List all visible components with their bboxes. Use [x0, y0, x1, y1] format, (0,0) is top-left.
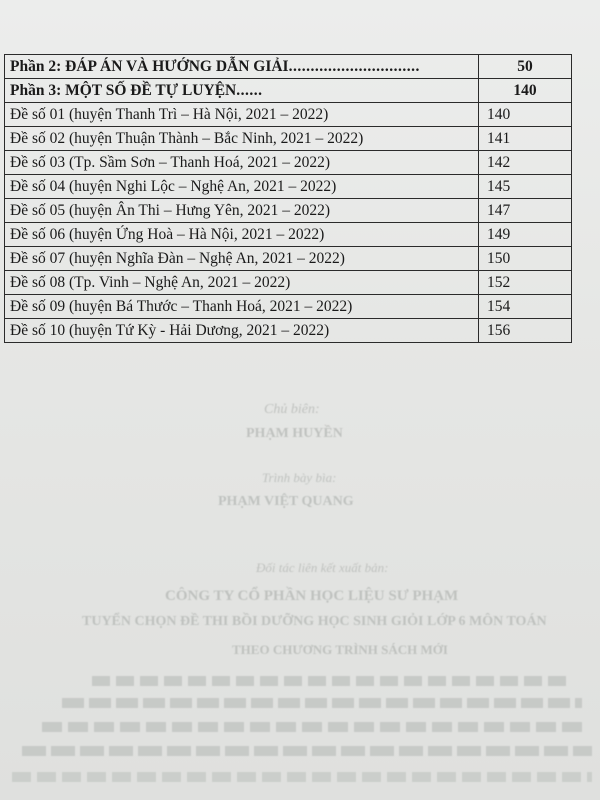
- toc-entry-row: [5, 175, 572, 199]
- ghost-company: CÔNG TY CỔ PHẦN HỌC LIỆU SƯ PHẠM: [165, 588, 459, 604]
- toc-part-title: Phần 2: ĐÁP ÁN VÀ HƯỚNG DẪN GIẢI: [10, 57, 289, 75]
- ghost-book-title: TUYỂN CHỌN ĐỀ THI BỒI DƯỠNG HỌC SINH GIỎI LỚP 6 MÔN TOÁN: [82, 614, 547, 629]
- table-of-contents: [4, 54, 572, 343]
- ghost-responsible-label: Chủ biên:: [264, 402, 320, 417]
- toc-entry-page: 152: [479, 271, 572, 295]
- ghost-colophon-line: [12, 772, 592, 782]
- toc-part-label: [5, 55, 479, 79]
- toc-entry-page: 156: [479, 319, 572, 343]
- ghost-editor-name: PHẠM HUYỀN: [246, 426, 343, 441]
- toc-entry-row: [5, 271, 572, 295]
- toc-entry-row: [5, 295, 572, 319]
- ghost-colophon-line: [42, 722, 587, 732]
- toc-entry-row: [5, 103, 572, 127]
- ghost-colophon-line: [22, 746, 592, 756]
- toc-part-page: 50: [479, 55, 572, 79]
- toc-entry-label: Đề số 10 (huyện Tứ Kỳ - Hải Dương, 2021 – 2022): [5, 319, 479, 343]
- toc-entry-row: [5, 319, 572, 343]
- toc-entry-label: Đề số 02 (huyện Thuận Thành – Bắc Ninh, 2021 – 2022): [5, 127, 479, 151]
- toc-entry-row: [5, 247, 572, 271]
- toc-entry-page: 154: [479, 295, 572, 319]
- toc-part-row: [5, 79, 572, 103]
- toc-entry-page: 140: [479, 103, 572, 127]
- toc-entry-label: Đề số 01 (huyện Thanh Trì – Hà Nội, 2021 – 2022): [5, 103, 479, 127]
- toc-entry-label: Đề số 09 (huyện Bá Thước – Thanh Hoá, 2021 – 2022): [5, 295, 479, 319]
- toc-part-row: [5, 55, 572, 79]
- toc-leader-dots: ..............................: [288, 57, 420, 75]
- toc-entry-label: Đề số 06 (huyện Ứng Hoà – Hà Nội, 2021 – 2022): [5, 223, 479, 247]
- toc-part-label: [5, 79, 479, 103]
- toc-entry-row: [5, 199, 572, 223]
- ghost-colophon-line: [62, 698, 582, 708]
- toc-entry-page: 149: [479, 223, 572, 247]
- toc-part-page: 140: [479, 79, 572, 103]
- ghost-book-subtitle: THEO CHƯƠNG TRÌNH SÁCH MỚI: [232, 642, 448, 657]
- toc-entry-page: 150: [479, 247, 572, 271]
- toc-entry-label: Đề số 04 (huyện Nghi Lộc – Nghệ An, 2021 – 2022): [5, 175, 479, 199]
- toc-entry-page: 147: [479, 199, 572, 223]
- toc-entry-page: 141: [479, 127, 572, 151]
- toc-entry-label: Đề số 05 (huyện Ân Thi – Hưng Yên, 2021 – 2022): [5, 199, 479, 223]
- toc-entry-label: Đề số 07 (huyện Nghĩa Đàn – Nghệ An, 2021 – 2022): [5, 247, 479, 271]
- ghost-presenter-label: Trình bày bìa:: [262, 470, 337, 485]
- toc-entry-row: [5, 127, 572, 151]
- toc-entry-page: 145: [479, 175, 572, 199]
- toc-entry-label: Đề số 08 (Tp. Vinh – Nghệ An, 2021 – 2022): [5, 271, 479, 295]
- toc-entry-page: 142: [479, 151, 572, 175]
- toc-entry-row: [5, 223, 572, 247]
- toc-part-title: Phần 3: MỘT SỐ ĐỀ TỰ LUYỆN: [10, 81, 237, 99]
- toc-entry-row: [5, 151, 572, 175]
- ghost-partner-label: Đối tác liên kết xuất bản:: [256, 560, 389, 575]
- toc-leader-dots: ......: [236, 81, 263, 99]
- toc-entry-label: Đề số 03 (Tp. Sầm Sơn – Thanh Hoá, 2021 – 2022): [5, 151, 479, 175]
- ghost-presenter-name: PHẠM VIỆT QUANG: [218, 494, 354, 509]
- ghost-colophon-line: [92, 676, 572, 686]
